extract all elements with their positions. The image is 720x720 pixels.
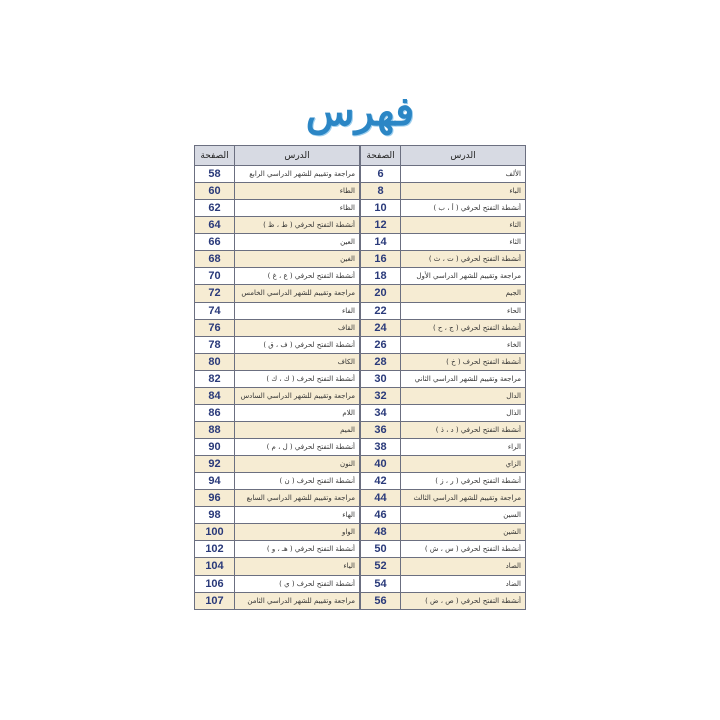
page-number: 14 bbox=[361, 234, 401, 251]
page-number: 72 bbox=[195, 285, 235, 302]
index-table-left-body bbox=[195, 166, 360, 610]
lesson-title: أنشطة التفتح لحرف ( خ ) bbox=[401, 353, 526, 370]
index-table-right-body bbox=[361, 166, 526, 610]
page-number: 70 bbox=[195, 268, 235, 285]
table-row bbox=[361, 285, 526, 302]
table-row bbox=[361, 421, 526, 438]
table-row bbox=[361, 541, 526, 558]
lesson-title: الثاء bbox=[401, 234, 526, 251]
lesson-title: مراجعة وتقييم للشهر الدراسي الثالث bbox=[401, 490, 526, 507]
page-number: 16 bbox=[361, 251, 401, 268]
table-row bbox=[361, 319, 526, 336]
table-row bbox=[361, 336, 526, 353]
lesson-title: أنشطة التفتح لحرفي ( ت ، ث ) bbox=[401, 251, 526, 268]
lesson-title: الراء bbox=[401, 439, 526, 456]
table-row bbox=[195, 200, 360, 217]
page-number: 92 bbox=[195, 456, 235, 473]
lesson-title: اللام bbox=[235, 404, 360, 421]
table-row bbox=[361, 234, 526, 251]
lesson-title: أنشطة التفتح لحرفي ( ط ، ظ ) bbox=[235, 217, 360, 234]
page-number: 50 bbox=[361, 541, 401, 558]
table-row bbox=[361, 302, 526, 319]
table-row bbox=[195, 285, 360, 302]
page-number: 48 bbox=[361, 524, 401, 541]
page-number: 32 bbox=[361, 387, 401, 404]
page-number: 102 bbox=[195, 541, 235, 558]
page-number: 8 bbox=[361, 183, 401, 200]
lesson-title: أنشطة التفتح لحرف ( ي ) bbox=[235, 575, 360, 592]
table-row bbox=[361, 166, 526, 183]
lesson-title: الألف bbox=[401, 166, 526, 183]
table-row bbox=[195, 507, 360, 524]
lesson-title: السين bbox=[401, 507, 526, 524]
table-row bbox=[361, 217, 526, 234]
lesson-title: الغين bbox=[235, 251, 360, 268]
lesson-title: الباء bbox=[401, 183, 526, 200]
lesson-title: أنشطة التفتح لحرفي ( أ ، ب ) bbox=[401, 200, 526, 217]
lesson-title: أنشطة التفتح لحرفي ( ج ، ح ) bbox=[401, 319, 526, 336]
page-number: 58 bbox=[195, 166, 235, 183]
table-row bbox=[361, 387, 526, 404]
table-row bbox=[361, 370, 526, 387]
table-row bbox=[195, 319, 360, 336]
table-row bbox=[195, 541, 360, 558]
page-number: 26 bbox=[361, 336, 401, 353]
lesson-title: أنشطة التفتح لحرفي ( ل ، م ) bbox=[235, 439, 360, 456]
page-number: 68 bbox=[195, 251, 235, 268]
table-row bbox=[195, 421, 360, 438]
table-row bbox=[361, 473, 526, 490]
page-number: 22 bbox=[361, 302, 401, 319]
page-number: 80 bbox=[195, 353, 235, 370]
table-row bbox=[195, 183, 360, 200]
page-number: 90 bbox=[195, 439, 235, 456]
lesson-title: الفاء bbox=[235, 302, 360, 319]
page-number: 78 bbox=[195, 336, 235, 353]
table-row bbox=[361, 592, 526, 609]
page-number: 74 bbox=[195, 302, 235, 319]
table-row bbox=[361, 507, 526, 524]
page-number: 20 bbox=[361, 285, 401, 302]
table-row bbox=[195, 575, 360, 592]
lesson-title: الكاف bbox=[235, 353, 360, 370]
table-row bbox=[195, 336, 360, 353]
table-row bbox=[195, 302, 360, 319]
table-row bbox=[195, 592, 360, 609]
page-number: 64 bbox=[195, 217, 235, 234]
page-number: 40 bbox=[361, 456, 401, 473]
lesson-title: أنشطة التفتح لحرفي ( س ، ش ) bbox=[401, 541, 526, 558]
page-number: 54 bbox=[361, 575, 401, 592]
lesson-title: الياء bbox=[235, 558, 360, 575]
table-row bbox=[361, 353, 526, 370]
table-row bbox=[195, 490, 360, 507]
table-row bbox=[195, 404, 360, 421]
lesson-title: أنشطة التفتح لحرفي ( ف ، ق ) bbox=[235, 336, 360, 353]
table-row bbox=[361, 200, 526, 217]
lesson-title: مراجعة وتقييم للشهر الدراسي السادس bbox=[235, 387, 360, 404]
page-number: 66 bbox=[195, 234, 235, 251]
table-row bbox=[195, 370, 360, 387]
table-row bbox=[195, 166, 360, 183]
lesson-title: مراجعة وتقييم للشهر الدراسي الثاني bbox=[401, 370, 526, 387]
lesson-title: الدال bbox=[401, 387, 526, 404]
page-number: 10 bbox=[361, 200, 401, 217]
page-number: 52 bbox=[361, 558, 401, 575]
page-number: 60 bbox=[195, 183, 235, 200]
lesson-title: القاف bbox=[235, 319, 360, 336]
table-header-row bbox=[361, 146, 526, 166]
page-number: 107 bbox=[195, 592, 235, 609]
lesson-title: مراجعة وتقييم للشهر الدراسي الرابع bbox=[235, 166, 360, 183]
page-number: 18 bbox=[361, 268, 401, 285]
page-number: 94 bbox=[195, 473, 235, 490]
table-row bbox=[361, 524, 526, 541]
table-row bbox=[361, 439, 526, 456]
page-column-header: الصفحة bbox=[361, 146, 401, 166]
page-number: 106 bbox=[195, 575, 235, 592]
lesson-column-header: الدرس bbox=[235, 146, 360, 166]
table-row bbox=[195, 217, 360, 234]
page-number: 88 bbox=[195, 421, 235, 438]
lesson-title: أنشطة التفتح لحرفي ( ر ، ز ) bbox=[401, 473, 526, 490]
table-row bbox=[361, 575, 526, 592]
page-number: 36 bbox=[361, 421, 401, 438]
page-number: 86 bbox=[195, 404, 235, 421]
table-row bbox=[361, 490, 526, 507]
lesson-title: التاء bbox=[401, 217, 526, 234]
table-row bbox=[195, 251, 360, 268]
page-number: 30 bbox=[361, 370, 401, 387]
table-row bbox=[195, 456, 360, 473]
table-row bbox=[195, 558, 360, 575]
page-number: 28 bbox=[361, 353, 401, 370]
lesson-title: النون bbox=[235, 456, 360, 473]
table-row bbox=[361, 558, 526, 575]
table-row bbox=[195, 473, 360, 490]
page-column-header: الصفحة bbox=[195, 146, 235, 166]
page-number: 56 bbox=[361, 592, 401, 609]
index-table-left bbox=[194, 145, 360, 610]
lesson-column-header: الدرس bbox=[401, 146, 526, 166]
page-number: 6 bbox=[361, 166, 401, 183]
lesson-title: الميم bbox=[235, 421, 360, 438]
page-number: 38 bbox=[361, 439, 401, 456]
page-number: 96 bbox=[195, 490, 235, 507]
lesson-title: الشين bbox=[401, 524, 526, 541]
table-row bbox=[361, 456, 526, 473]
table-row bbox=[195, 353, 360, 370]
page-number: 42 bbox=[361, 473, 401, 490]
page-number: 46 bbox=[361, 507, 401, 524]
page-number: 104 bbox=[195, 558, 235, 575]
lesson-title: الخاء bbox=[401, 336, 526, 353]
page-number: 12 bbox=[361, 217, 401, 234]
table-row bbox=[195, 268, 360, 285]
table-row bbox=[361, 268, 526, 285]
page-title: فهرس bbox=[305, 88, 415, 135]
lesson-title: أنشطة التفتح لحرفي ( ص ، ض ) bbox=[401, 592, 526, 609]
index-tables bbox=[194, 145, 526, 610]
lesson-title: الحاء bbox=[401, 302, 526, 319]
lesson-title: أنشطة التفتح لحرف ( ك ، ك ) bbox=[235, 370, 360, 387]
index-table-right bbox=[360, 145, 526, 610]
table-row bbox=[361, 404, 526, 421]
lesson-title: الصاد bbox=[401, 558, 526, 575]
lesson-title: العين bbox=[235, 234, 360, 251]
lesson-title: الجيم bbox=[401, 285, 526, 302]
table-row bbox=[361, 183, 526, 200]
table-header-row bbox=[195, 146, 360, 166]
page-number: 34 bbox=[361, 404, 401, 421]
lesson-title: الظاء bbox=[235, 200, 360, 217]
lesson-title: الضاد bbox=[401, 575, 526, 592]
page-number: 62 bbox=[195, 200, 235, 217]
page-number: 82 bbox=[195, 370, 235, 387]
lesson-title: الزاي bbox=[401, 456, 526, 473]
table-row bbox=[195, 234, 360, 251]
page-number: 98 bbox=[195, 507, 235, 524]
lesson-title: أنشطة التفتح لحرفي ( د ، ذ ) bbox=[401, 421, 526, 438]
lesson-title: مراجعة وتقييم للشهر الدراسي الأول bbox=[401, 268, 526, 285]
lesson-title: أنشطة التفتح لحرف ( ن ) bbox=[235, 473, 360, 490]
table-row bbox=[361, 251, 526, 268]
lesson-title: مراجعة وتقييم للشهر الدراسي الخامس bbox=[235, 285, 360, 302]
lesson-title: الهاء bbox=[235, 507, 360, 524]
lesson-title: مراجعة وتقييم للشهر الدراسي الثامن bbox=[235, 592, 360, 609]
page-number: 84 bbox=[195, 387, 235, 404]
page-number: 24 bbox=[361, 319, 401, 336]
page-number: 76 bbox=[195, 319, 235, 336]
lesson-title: الواو bbox=[235, 524, 360, 541]
lesson-title: أنشطة التفتح لحرفي ( ع ، غ ) bbox=[235, 268, 360, 285]
lesson-title: مراجعة وتقييم للشهر الدراسي السابع bbox=[235, 490, 360, 507]
table-row bbox=[195, 524, 360, 541]
page-number: 100 bbox=[195, 524, 235, 541]
page-number: 44 bbox=[361, 490, 401, 507]
lesson-title: أنشطة التفتح لحرفي ( هـ ، و ) bbox=[235, 541, 360, 558]
table-row bbox=[195, 439, 360, 456]
lesson-title: الطاء bbox=[235, 183, 360, 200]
table-row bbox=[195, 387, 360, 404]
lesson-title: الذال bbox=[401, 404, 526, 421]
